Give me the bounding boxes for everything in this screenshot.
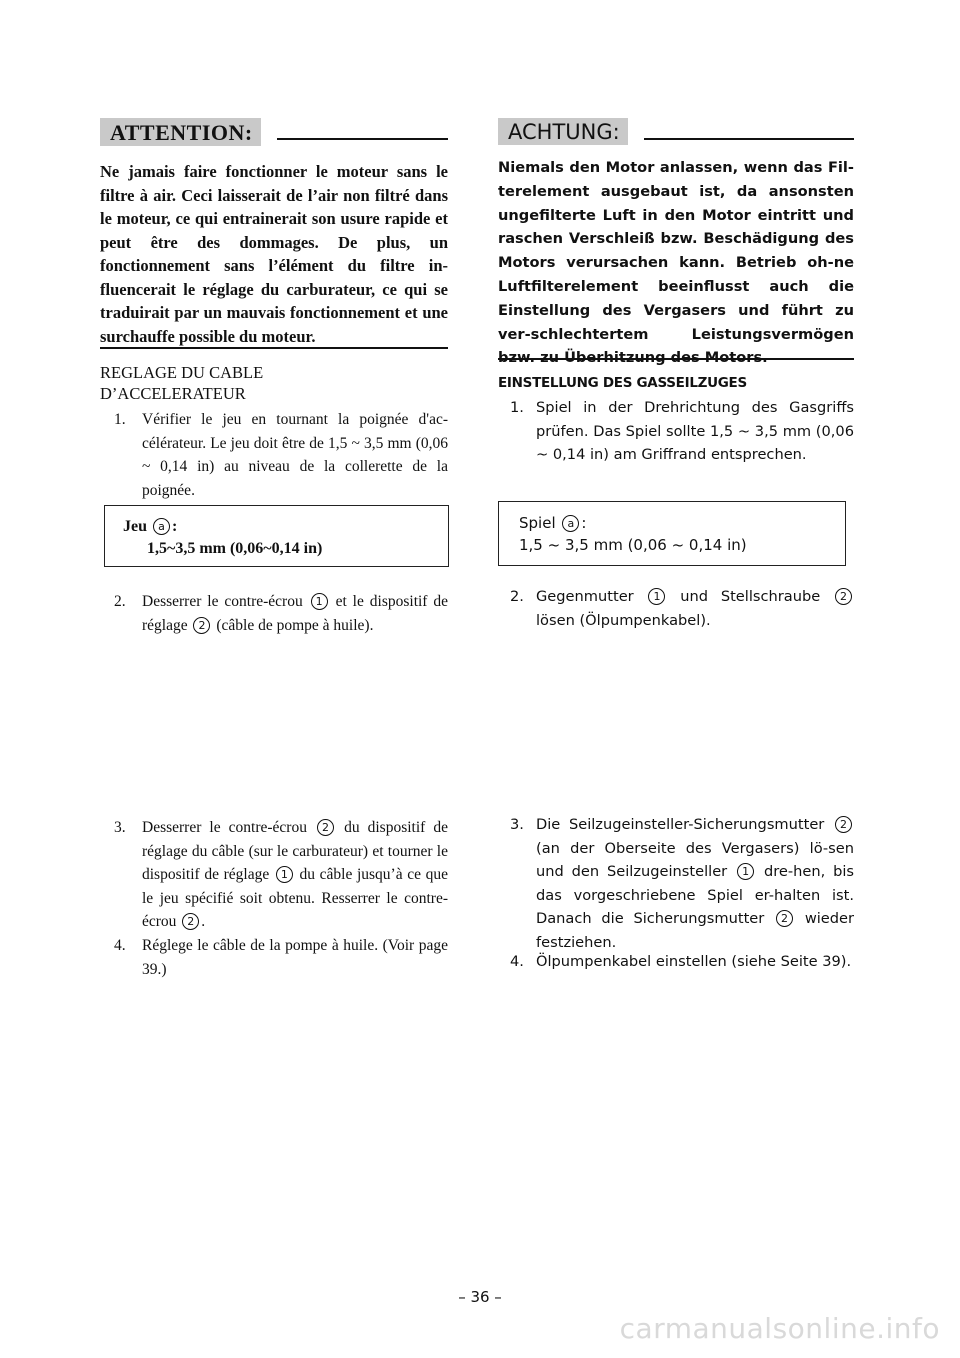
french-step-2-text: Desserrer le contre-écrou 1 et le dispositif de réglage 2 (câble de pompe à huile). [142,593,449,634]
french-step-3-text: Desserrer le contre-écrou 2 du dispositif de réglage du câble (sur le carburateur) et tourner le dispositif de réglage 1 du câble jusqu’à ce que le jeu spécifié soit obtenu. Resserrer le contre-écrou 2 . [142,819,449,930]
french-step-2 [100,590,448,637]
ref-1-marker: 1 [737,863,754,880]
german-step-3-number: 3. [510,816,524,833]
german-step-4-number: 4. [510,953,524,970]
french-warning-underline [277,138,448,140]
german-spec-ref-a: a [562,515,579,532]
french-step-4 [100,934,448,981]
watermark: carmanualsonline.info [619,1312,940,1345]
ref-2-marker: 2 [835,816,852,833]
german-step-1-number: 1. [510,399,524,416]
french-warning-header [100,118,448,146]
french-spec-ref-a: a [153,518,170,535]
german-step-3-text: Die Seilzugeinsteller-Sicherungsmutter 2 (an der Oberseite des Vergasers) lö-sen und den Seilzugeinsteller 1 dre-hen, bis das vorgeschriebene Spiel er-halten ist. Danach die Sicherungsmutter 2 wieder festziehen. [536,816,855,951]
french-step-1-number: 1. [114,411,126,428]
french-spec-box: Jeu a : 1,5~3,5 mm (0,06~0,14 in) [104,505,449,567]
german-spec-label: Spiel [519,514,556,532]
ref-2-marker: 2 [193,617,210,634]
french-spec-label: Jeu [123,518,147,535]
french-step-1-text: Vérifier le jeu en tournant la poignée d'ac-célérateur. Le jeu doit être de 1,5 ~ 3,5 mm (0,06 ~ 0,14 in) au niveau de la collerette de la poignée. [142,411,448,499]
german-step-4-text: Ölpumpenkabel einstellen (siehe Seite 39). [536,953,852,970]
ref-2-marker: 2 [317,819,334,836]
german-spec-value: 1,5 ~ 3,5 mm (0,06 ~ 0,14 in) [519,536,747,554]
german-step-2-text: Gegenmutter 1 und Stellschraube 2 lösen (Ölpumpenkabel). [536,585,854,632]
french-warning-label: ATTENTION: [100,118,261,146]
german-step-2 [498,585,854,632]
french-step-4-text: Réglege le câble de la pompe à huile. (Voir page 39.) [142,937,448,978]
german-warning-header [498,118,854,145]
german-section-title: EINSTELLUNG DES GASSEILZUGES [498,375,747,391]
german-step-2-number: 2. [510,588,524,605]
french-divider [100,347,448,349]
german-spec-box: Spiel a : 1,5 ~ 3,5 mm (0,06 ~ 0,14 in) [498,501,846,566]
french-section-title: REGLAGE DU CABLE D’ACCELERATEUR [100,363,264,403]
french-warning-text: Ne jamais faire fonctionner le moteur sans le filtre à air. Ceci laisserait de l’air non filtré dans le moteur, ce qui entrainerait son usure rapide et peut être des dommages. De plus, un fonctionnement sans l’élément du filtre in-fluencerait le réglage du carburateur, ce qui se traduirait par un mauvais fonctionnement et une surchauffe possible du moteur. [100,162,448,346]
french-step-1 [100,408,448,502]
page-number: – 36 – [458,1288,502,1306]
german-step-1-text: Spiel in der Drehrichtung des Gasgriffs prüfen. Das Spiel sollte 1,5 ~ 3,5 mm (0,06 ~ 0,14 in) am Griffrand entsprechen. [536,399,854,463]
french-step-3-number: 3. [114,819,126,836]
german-warning-underline [644,138,854,140]
german-step-1 [498,396,854,467]
german-warning-text: Niemals den Motor anlassen, wenn das Fil-terelement ausgebaut ist, da ansonsten ungefilterte Luft in den Motor eintritt und raschen Verschleiß bzw. Beschädigung des Motors verursachen kann. Betrieb oh-ne Luftfilterelement beeinflusst auch die Einstellung des Vergasers und führt zu ver-schlechtertem Leistungsvermögen bzw. zu Überhitzung des Motors. [498,159,854,367]
german-step-3 [498,813,854,954]
french-step-3 [100,816,448,934]
german-divider [498,358,854,360]
german-warning-label: ACHTUNG: [498,118,628,145]
ref-1-marker: 1 [276,866,293,883]
french-step-4-number: 4. [114,937,126,954]
ref-2-marker: 2 [182,913,199,930]
ref-1-marker: 1 [311,593,328,610]
ref-2-marker: 2 [776,910,793,927]
french-spec-value: 1,5~3,5 mm (0,06~0,14 in) [147,540,323,557]
ref-1-marker: 1 [648,588,665,605]
german-step-4 [498,950,854,974]
ref-2-marker: 2 [835,588,852,605]
french-step-2-number: 2. [114,593,126,610]
